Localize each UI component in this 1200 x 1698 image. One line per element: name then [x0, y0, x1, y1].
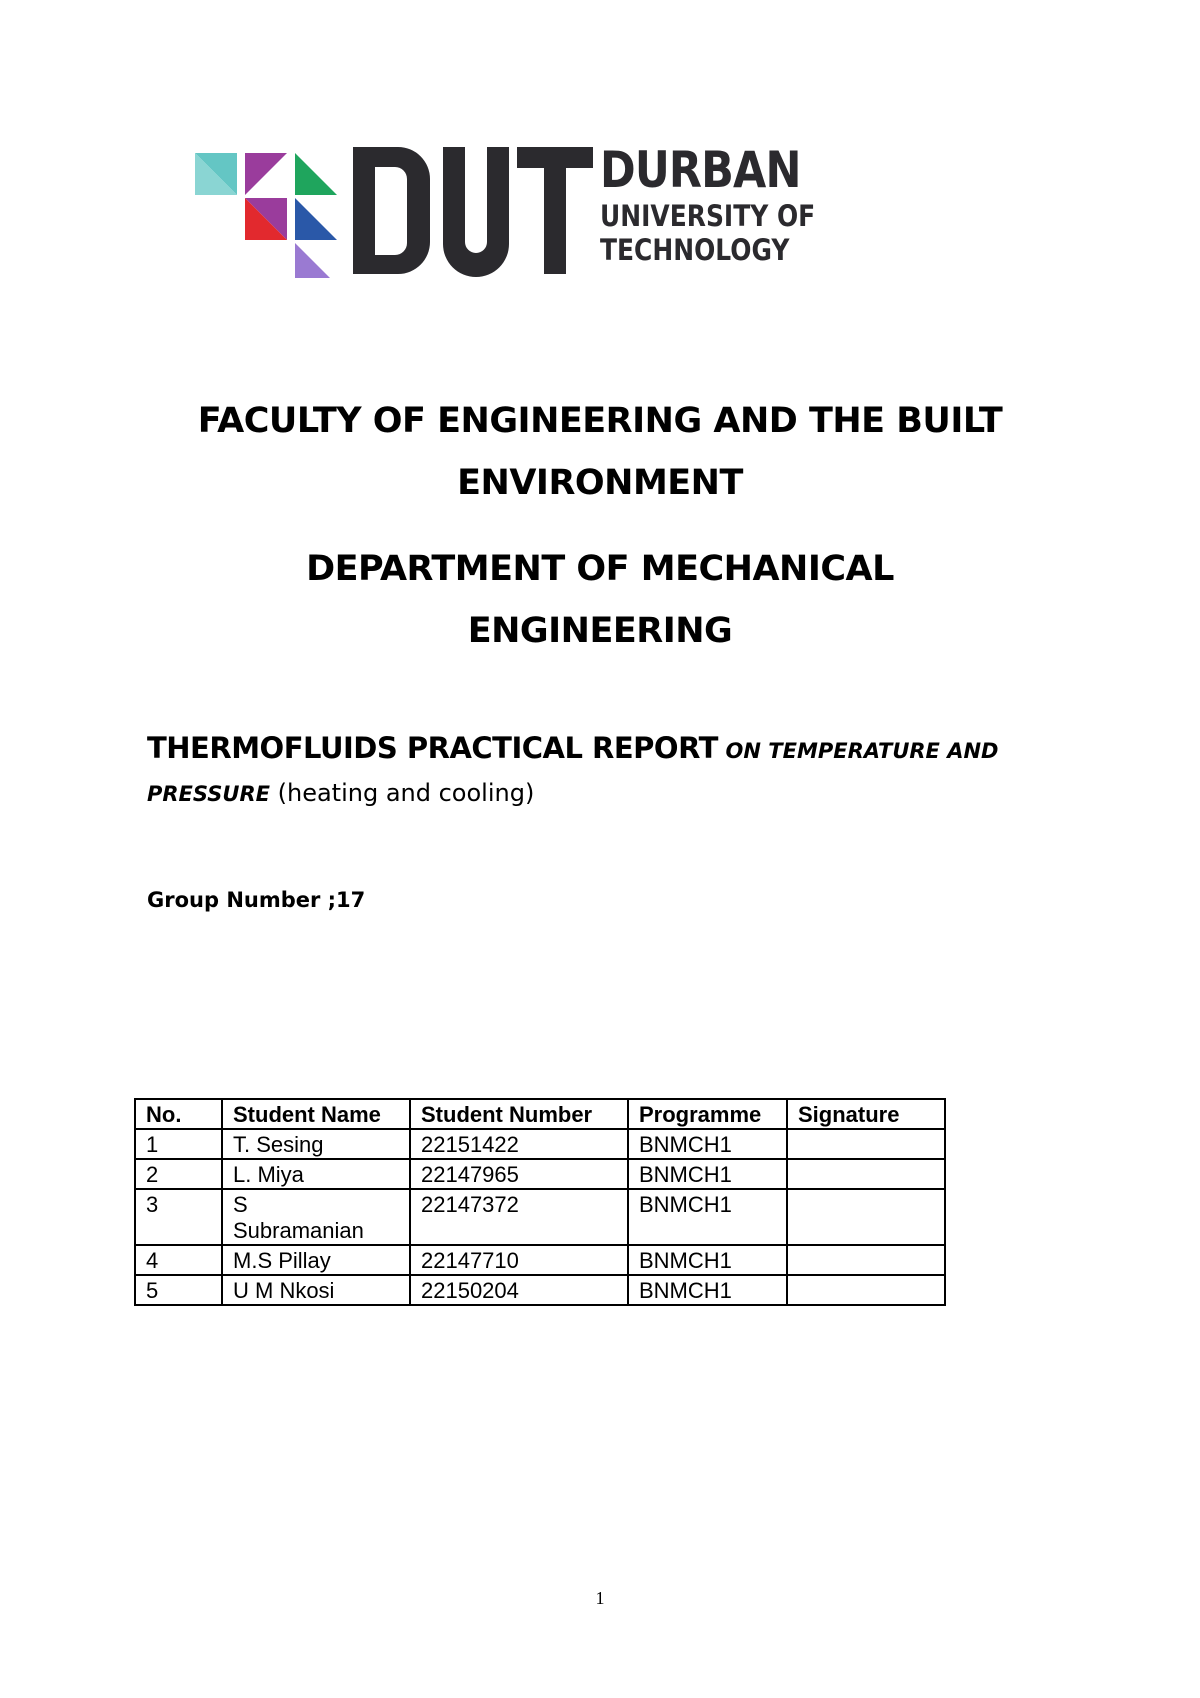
- cell-programme: BNMCH1: [628, 1275, 787, 1305]
- faculty-heading: [100, 390, 1100, 514]
- faculty-line-1: FACULTY OF ENGINEERING AND THE BUILT: [197, 401, 1003, 441]
- logo-wordmark: [600, 143, 840, 278]
- cell-no: 1: [135, 1129, 222, 1159]
- cell-name-line-1: S: [233, 1192, 248, 1217]
- logo-technology: TECHNOLOGY: [600, 233, 790, 267]
- cell-no: 2: [135, 1159, 222, 1189]
- cell-programme: BNMCH1: [628, 1129, 787, 1159]
- header-student-name: Student Name: [222, 1099, 410, 1129]
- report-title: [147, 727, 1067, 815]
- cell-signature: [787, 1159, 945, 1189]
- cell-name: [222, 1189, 410, 1245]
- report-title-topic-1: ON TEMPERATURE AND: [725, 739, 999, 763]
- cell-number: 22151422: [410, 1129, 628, 1159]
- cell-name: U M Nkosi: [222, 1275, 410, 1305]
- header-programme: Programme: [628, 1099, 787, 1129]
- cell-number: 22147372: [410, 1189, 628, 1245]
- department-line-1: DEPARTMENT OF MECHANICAL: [306, 549, 894, 589]
- page-number: 1: [595, 1588, 605, 1608]
- cell-programme: BNMCH1: [628, 1159, 787, 1189]
- table-row: [135, 1159, 945, 1189]
- cell-name: M.S Pillay: [222, 1245, 410, 1275]
- logo-triangle-lavender: [295, 243, 330, 278]
- students-table: [134, 1098, 946, 1306]
- table-row: [135, 1189, 945, 1245]
- header-no: No.: [135, 1099, 222, 1129]
- report-title-subtitle: (heating and cooling): [277, 779, 535, 807]
- logo-triangle-green: [295, 153, 337, 195]
- table-row: [135, 1129, 945, 1159]
- logo-dut-letters: [353, 147, 593, 277]
- logo-university-of: UNIVERSITY OF: [600, 199, 816, 233]
- table-row: [135, 1245, 945, 1275]
- report-title-topic-2: PRESSURE: [147, 782, 270, 806]
- table-row: [135, 1275, 945, 1305]
- header-signature: Signature: [787, 1099, 945, 1129]
- dut-logo: [195, 143, 835, 278]
- group-number: Group Number ;17: [147, 888, 366, 912]
- cell-no: 5: [135, 1275, 222, 1305]
- cell-number: 22147710: [410, 1245, 628, 1275]
- cell-name: L. Miya: [222, 1159, 410, 1189]
- cell-signature: [787, 1189, 945, 1245]
- department-line-2: ENGINEERING: [467, 611, 733, 651]
- cell-name: T. Sesing: [222, 1129, 410, 1159]
- cell-no: 4: [135, 1245, 222, 1275]
- cell-signature: [787, 1129, 945, 1159]
- logo-durban: DURBAN: [600, 141, 801, 199]
- department-heading: [100, 538, 1100, 662]
- faculty-line-2: ENVIRONMENT: [457, 463, 743, 503]
- cell-programme: BNMCH1: [628, 1245, 787, 1275]
- report-title-main: THERMOFLUIDS PRACTICAL REPORT: [147, 731, 718, 765]
- cell-signature: [787, 1245, 945, 1275]
- logo-triangle-purple-1: [245, 153, 287, 195]
- cell-number: 22150204: [410, 1275, 628, 1305]
- cell-no: 3: [135, 1189, 222, 1245]
- cell-signature: [787, 1275, 945, 1305]
- cell-programme: BNMCH1: [628, 1189, 787, 1245]
- cell-name-line-2: Subramanian: [233, 1218, 364, 1243]
- cell-number: 22147965: [410, 1159, 628, 1189]
- header-student-number: Student Number: [410, 1099, 628, 1129]
- table-header-row: [135, 1099, 945, 1129]
- logo-triangle-blue: [295, 198, 337, 240]
